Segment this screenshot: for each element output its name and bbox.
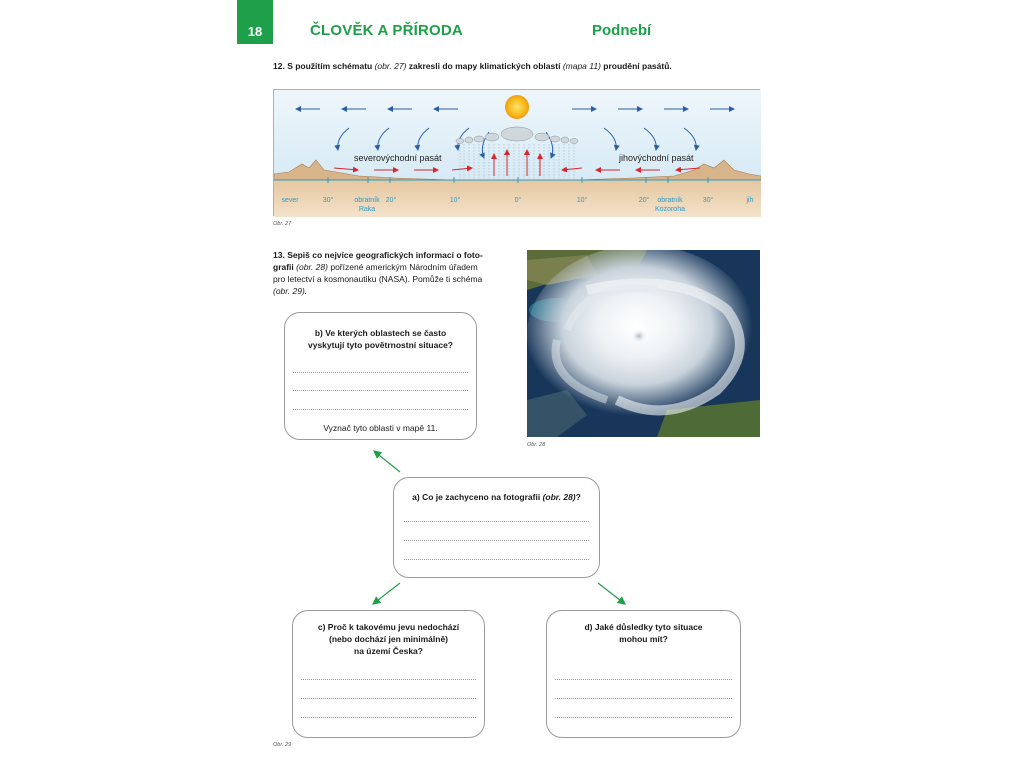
axis-label-30s: 30° (702, 197, 714, 204)
task-12 (273, 60, 753, 72)
caption-obr-27: Obr. 27 (273, 221, 292, 227)
answer-line[interactable] (293, 409, 468, 410)
question-bubble-d (546, 610, 741, 738)
chapter-title: ČLOVĚK A PŘÍRODA (310, 22, 463, 39)
hurricane-eye (631, 329, 647, 343)
question-bubble-c (292, 610, 485, 738)
question-c-line-2: (nebo dochází jen minimálně) (328, 634, 448, 644)
answer-line[interactable] (301, 698, 476, 699)
answer-line[interactable] (404, 540, 589, 541)
label-se-trade-wind: jihovýchodní pasát (619, 153, 694, 163)
answer-line[interactable] (293, 390, 468, 391)
hurricane-satellite-photo (527, 250, 760, 437)
question-a-ref: (obr. 28) (542, 492, 576, 502)
task-13-text-a: pořízené americkým Národním úřadem (330, 262, 478, 272)
trade-wind-svg (274, 90, 761, 217)
axis-label-tropic-cancer: obratník (354, 197, 380, 204)
task-13-ref-b: (obr. 29). (273, 286, 308, 296)
answer-line[interactable] (555, 717, 732, 718)
task-12-number: 12. (273, 61, 285, 71)
task-13 (273, 249, 508, 297)
answer-line[interactable] (301, 679, 476, 680)
axis-label-tropic-capricorn-2: Kozoroha (655, 206, 685, 213)
task-13-ref-a: (obr. 28) (296, 262, 328, 272)
caption-obr-29: Obr. 29 (273, 742, 292, 748)
answer-line[interactable] (293, 372, 468, 373)
task-12-ref-b: (mapa 11) (562, 61, 601, 71)
question-c-line-3: na území Česka? (354, 646, 423, 656)
hurricane-photo-svg (527, 250, 760, 437)
answer-line[interactable] (555, 698, 732, 699)
question-d-line-2: mohou mít? (619, 634, 668, 644)
trade-wind-diagram (273, 89, 760, 216)
answer-line[interactable] (404, 521, 589, 522)
axis-label-tropic-capricorn: obratník (657, 197, 683, 204)
axis-label-tropic-cancer-2: Raka (358, 206, 376, 213)
axis-label-equator: 0° (514, 197, 522, 204)
question-bubble-a (393, 477, 600, 578)
task-12-text-b: zakresli do mapy klimatických oblastí (408, 61, 561, 71)
caption-obr-28: Obr. 28 (527, 442, 546, 448)
arrow-to-c (373, 583, 400, 604)
question-b-line-2: vyskytují tyto povětrnostní situace? (307, 340, 453, 350)
question-a-letter: a) (412, 492, 420, 502)
axis-label-north: sever (281, 197, 299, 204)
axis-label-south: jih (746, 197, 754, 204)
arrow-to-b (374, 451, 400, 472)
arrow-to-d (598, 583, 625, 604)
question-a-text: Co je zachyceno na fotografii (422, 492, 541, 502)
section-title: Podnebí (592, 22, 652, 39)
label-ne-trade-wind: severovýchodní pasát (354, 153, 442, 163)
answer-line[interactable] (555, 679, 732, 680)
sun-icon (505, 95, 529, 119)
task-12-ref-a: (obr. 27) (374, 61, 407, 71)
task-12-text-c: proudění pasátů. (603, 61, 672, 71)
axis-label-10s: 10° (576, 197, 588, 204)
question-a (394, 491, 599, 503)
question-a-end: ? (575, 492, 581, 502)
question-d-line-1: d) Jaké důsledky tyto situace (584, 622, 703, 632)
task-13-bold-a: Sepiš co nejvíce geografických informací o foto- (287, 250, 483, 260)
task-13-bold-b: grafii (273, 262, 294, 272)
question-bubble-b (284, 312, 477, 440)
answer-line[interactable] (301, 717, 476, 718)
axis-label-20n: 20° (385, 197, 397, 204)
axis-label-10n: 10° (449, 197, 461, 204)
page-number: 18 (237, 18, 273, 44)
axis-label-30n: 30° (322, 197, 334, 204)
question-c-line-1: c) Proč k takovému jevu nedochází (317, 622, 460, 632)
question-b-line-1: b) Ve kterých oblastech se často (314, 328, 447, 338)
answer-line[interactable] (404, 559, 589, 560)
task-13-number: 13. (273, 250, 285, 260)
axis-label-20s: 20° (638, 197, 650, 204)
task-13-text-b: pro letectví a kosmonautiku (NASA). Pomůže ti schéma (273, 274, 483, 284)
question-b-note: Vyznač tyto oblasti v mapě 11. (323, 423, 438, 433)
task-12-text-a: S použitím schématu (287, 61, 373, 71)
